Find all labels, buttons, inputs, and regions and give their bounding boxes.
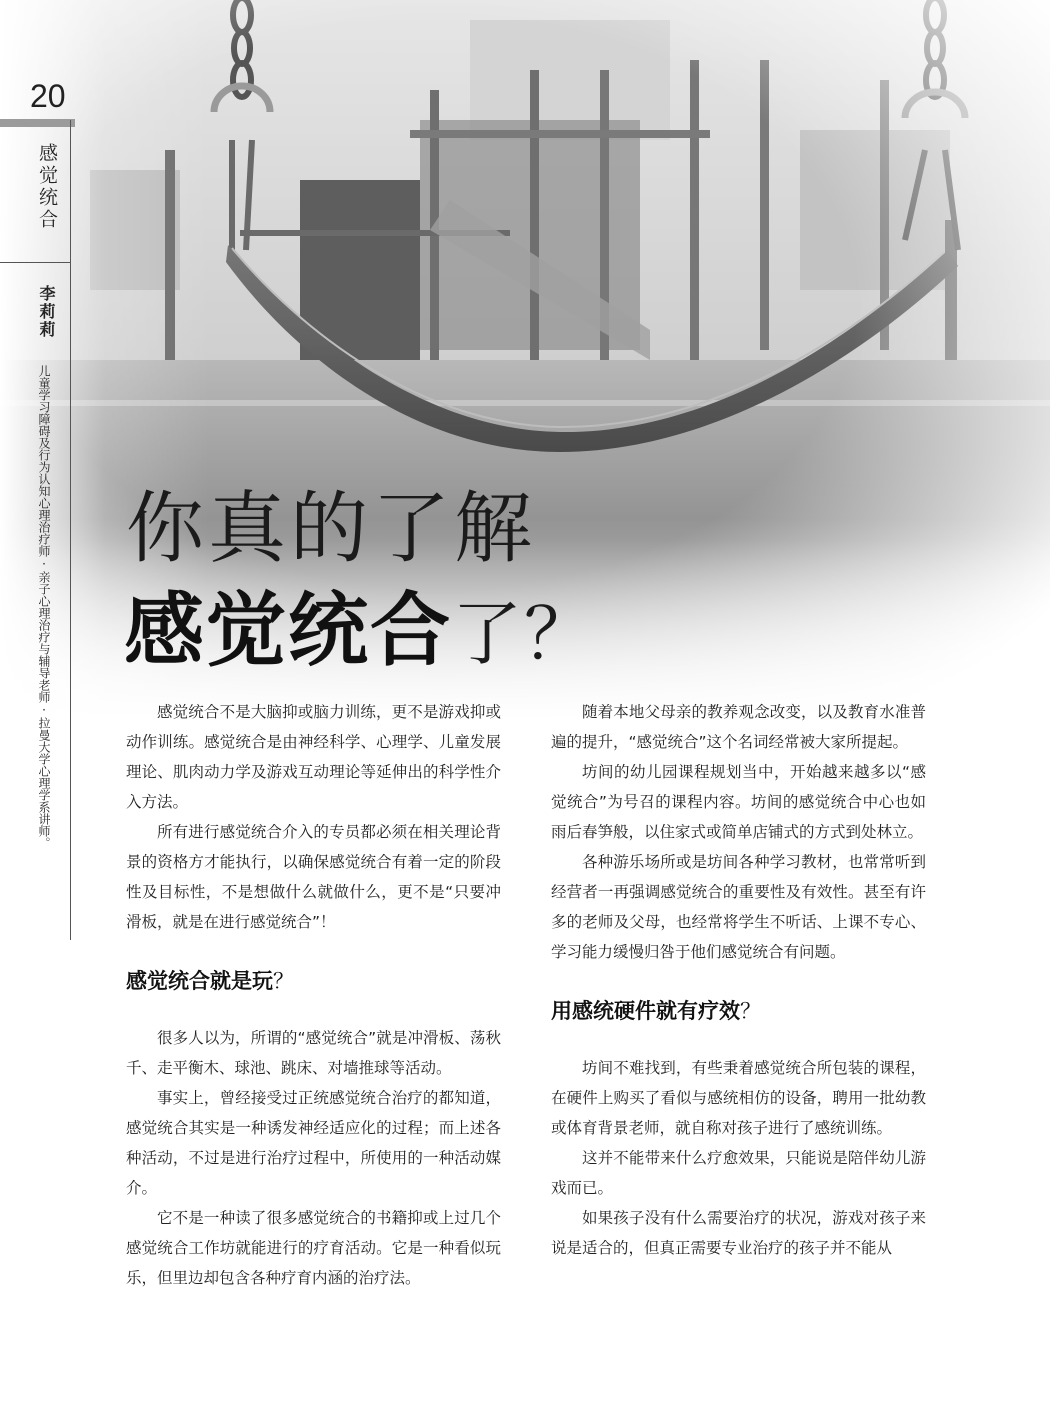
paragraph: 如果孩子没有什么需要治疗的状况，游戏对孩子来说是适合的，但真正需要专业治疗的孩子并不能从 — [551, 1209, 926, 1257]
left-column — [126, 697, 501, 1293]
page-number: 20 — [30, 78, 66, 114]
paragraph: 各种游乐场所或是坊间各种学习教材，也常常听到经营者一再强调感觉统合的重要性及有效性。甚至有许多的老师及父母，也经常将学生不听话、上课不专心、学习能力缓慢归咎于他们感觉统合有问题。 — [551, 853, 926, 961]
paragraph: 随着本地父母亲的教养观念改变，以及教育水准普遍的提升，“感觉统合”这个名词经常被大家所提起。 — [551, 703, 926, 751]
paragraph: 很多人以为，所谓的“感觉统合”就是冲滑板、荡秋千、走平衡木、球池、跳床、对墙推球等活动。 — [126, 1029, 501, 1077]
sidebar-divider-horizontal — [0, 262, 71, 263]
article-title-line2 — [124, 566, 596, 681]
sidebar-divider-vertical — [70, 120, 71, 940]
paragraph: 这并不能带来什么疗愈效果，只能说是陪伴幼儿游戏而已。 — [551, 1149, 926, 1197]
section-heading-text: 用感统硬件就有疗效 — [551, 999, 740, 1023]
paragraph: 坊间不难找到，有些秉着感觉统合所包装的课程，在硬件上购买了看似与感统相仿的设备，聘用一批幼教或体育背景老师，就自称对孩子进行了感统训练。 — [551, 1059, 926, 1137]
paragraph: 感觉统合不是大脑抑或脑力训练，更不是游戏抑或动作训练。感觉统合是由神经科学、心理学、儿童发展理论、肌肉动力学及游戏互动理论等延伸出的科学性介入方法。 — [126, 703, 501, 811]
paragraph: 坊间的幼儿园课程规划当中，开始越来越多以“感觉统合”为号召的课程内容。坊间的感觉统合中心也如雨后春笋般，以住家式或简单店铺式的方式到处林立。 — [551, 763, 926, 841]
section-heading-mark: ？ — [273, 969, 294, 993]
section-heading — [551, 989, 926, 1033]
author-name: 李莉莉 — [37, 285, 56, 339]
right-column — [551, 697, 926, 1263]
section-heading-text: 感觉统合就是玩 — [126, 969, 273, 993]
section-label: 感觉统合 — [36, 143, 58, 231]
article-title-end: 了？ — [452, 593, 596, 675]
paragraph: 事实上，曾经接受过正统感觉统合治疗的都知道，感觉统合其实是一种诱发神经适应化的过程；而上述各种活动，不过是进行治疗过程中，所使用的一种活动媒介。 — [126, 1089, 501, 1197]
author-bio: 儿童学习障碍及行为认知心理治疗师·亲子心理治疗与辅导老师·拉曼大学心理学系讲师。 — [37, 365, 51, 849]
article-title-bold: 感觉统合 — [124, 584, 452, 677]
paragraph: 它不是一种读了很多感觉统合的书籍抑或上过几个感觉统合工作坊就能进行的疗育活动。它是一种看似玩乐，但里边却包含各种疗育内涵的治疗法。 — [126, 1209, 501, 1287]
paragraph: 所有进行感觉统合介入的专员都必须在相关理论背景的资格方才能执行，以确保感觉统合有着一定的阶段性及目标性，不是想做什么就做什么，更不是“只要冲滑板，就是在进行感觉统合”！ — [126, 823, 501, 931]
article-title-line1: 你真的了解 — [126, 484, 537, 574]
section-heading — [126, 959, 501, 1003]
page-number-rule — [0, 119, 75, 127]
section-heading-mark: ？ — [740, 999, 761, 1023]
